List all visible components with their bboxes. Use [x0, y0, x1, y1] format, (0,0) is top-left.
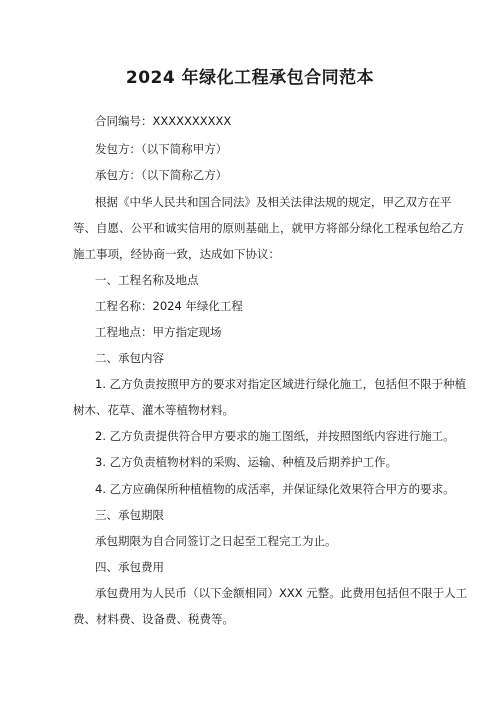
item-4: 4. 乙方应确保所种植植物的成活率，并保证绿化效果符合甲方的要求。: [95, 482, 455, 496]
item-1-line-1: 1. 乙方负责按照甲方的要求对指定区域进行绿化施工，包括但不限于种植: [95, 377, 467, 391]
preamble-line-3: 施工事项，经协商一致，达成如下协议：: [73, 247, 280, 261]
section-1-heading: 一、工程名称及地点: [95, 273, 199, 287]
fee-line-1: 承包费用为人民币（以下金额相同）XXX 元整。此费用包括但不限于人工: [95, 586, 468, 600]
section-2-heading: 二、承包内容: [95, 351, 164, 365]
term-text: 承包期限为自合同签订之日起至工程完工为止。: [95, 534, 337, 548]
party-b-line: 承包方：（以下简称乙方）: [95, 168, 228, 182]
section-4-heading: 四、承包费用: [95, 560, 164, 574]
preamble-line-2: 等、自愿、公平和诚实信用的原则基础上，就甲方将部分绿化工程承包给乙方: [73, 221, 464, 235]
item-3: 3. 乙方负责植物材料的采购、运输、种植及后期养护工作。: [95, 455, 398, 469]
section-3-heading: 三、承包期限: [95, 508, 164, 522]
item-1-line-2: 树木、花草、灌木等植物材料。: [73, 403, 234, 417]
party-a-line: 发包方：（以下简称甲方）: [95, 142, 228, 156]
preamble-line-1: 根据《中华人民共和国合同法》及相关法律法规的规定，甲乙双方在平: [95, 195, 452, 209]
contract-number: 合同编号：XXXXXXXXXX: [95, 114, 232, 128]
fee-line-2: 费、材料费、设备费、税费等。: [73, 612, 234, 626]
project-location: 工程地点：甲方指定现场: [95, 325, 222, 339]
document-title: 2024 年绿化工程承包合同范本: [125, 68, 375, 88]
item-2: 2. 乙方负责提供符合甲方要求的施工图纸，并按照图纸内容进行施工。: [95, 429, 455, 443]
project-name: 工程名称：2024 年绿化工程: [95, 299, 243, 313]
